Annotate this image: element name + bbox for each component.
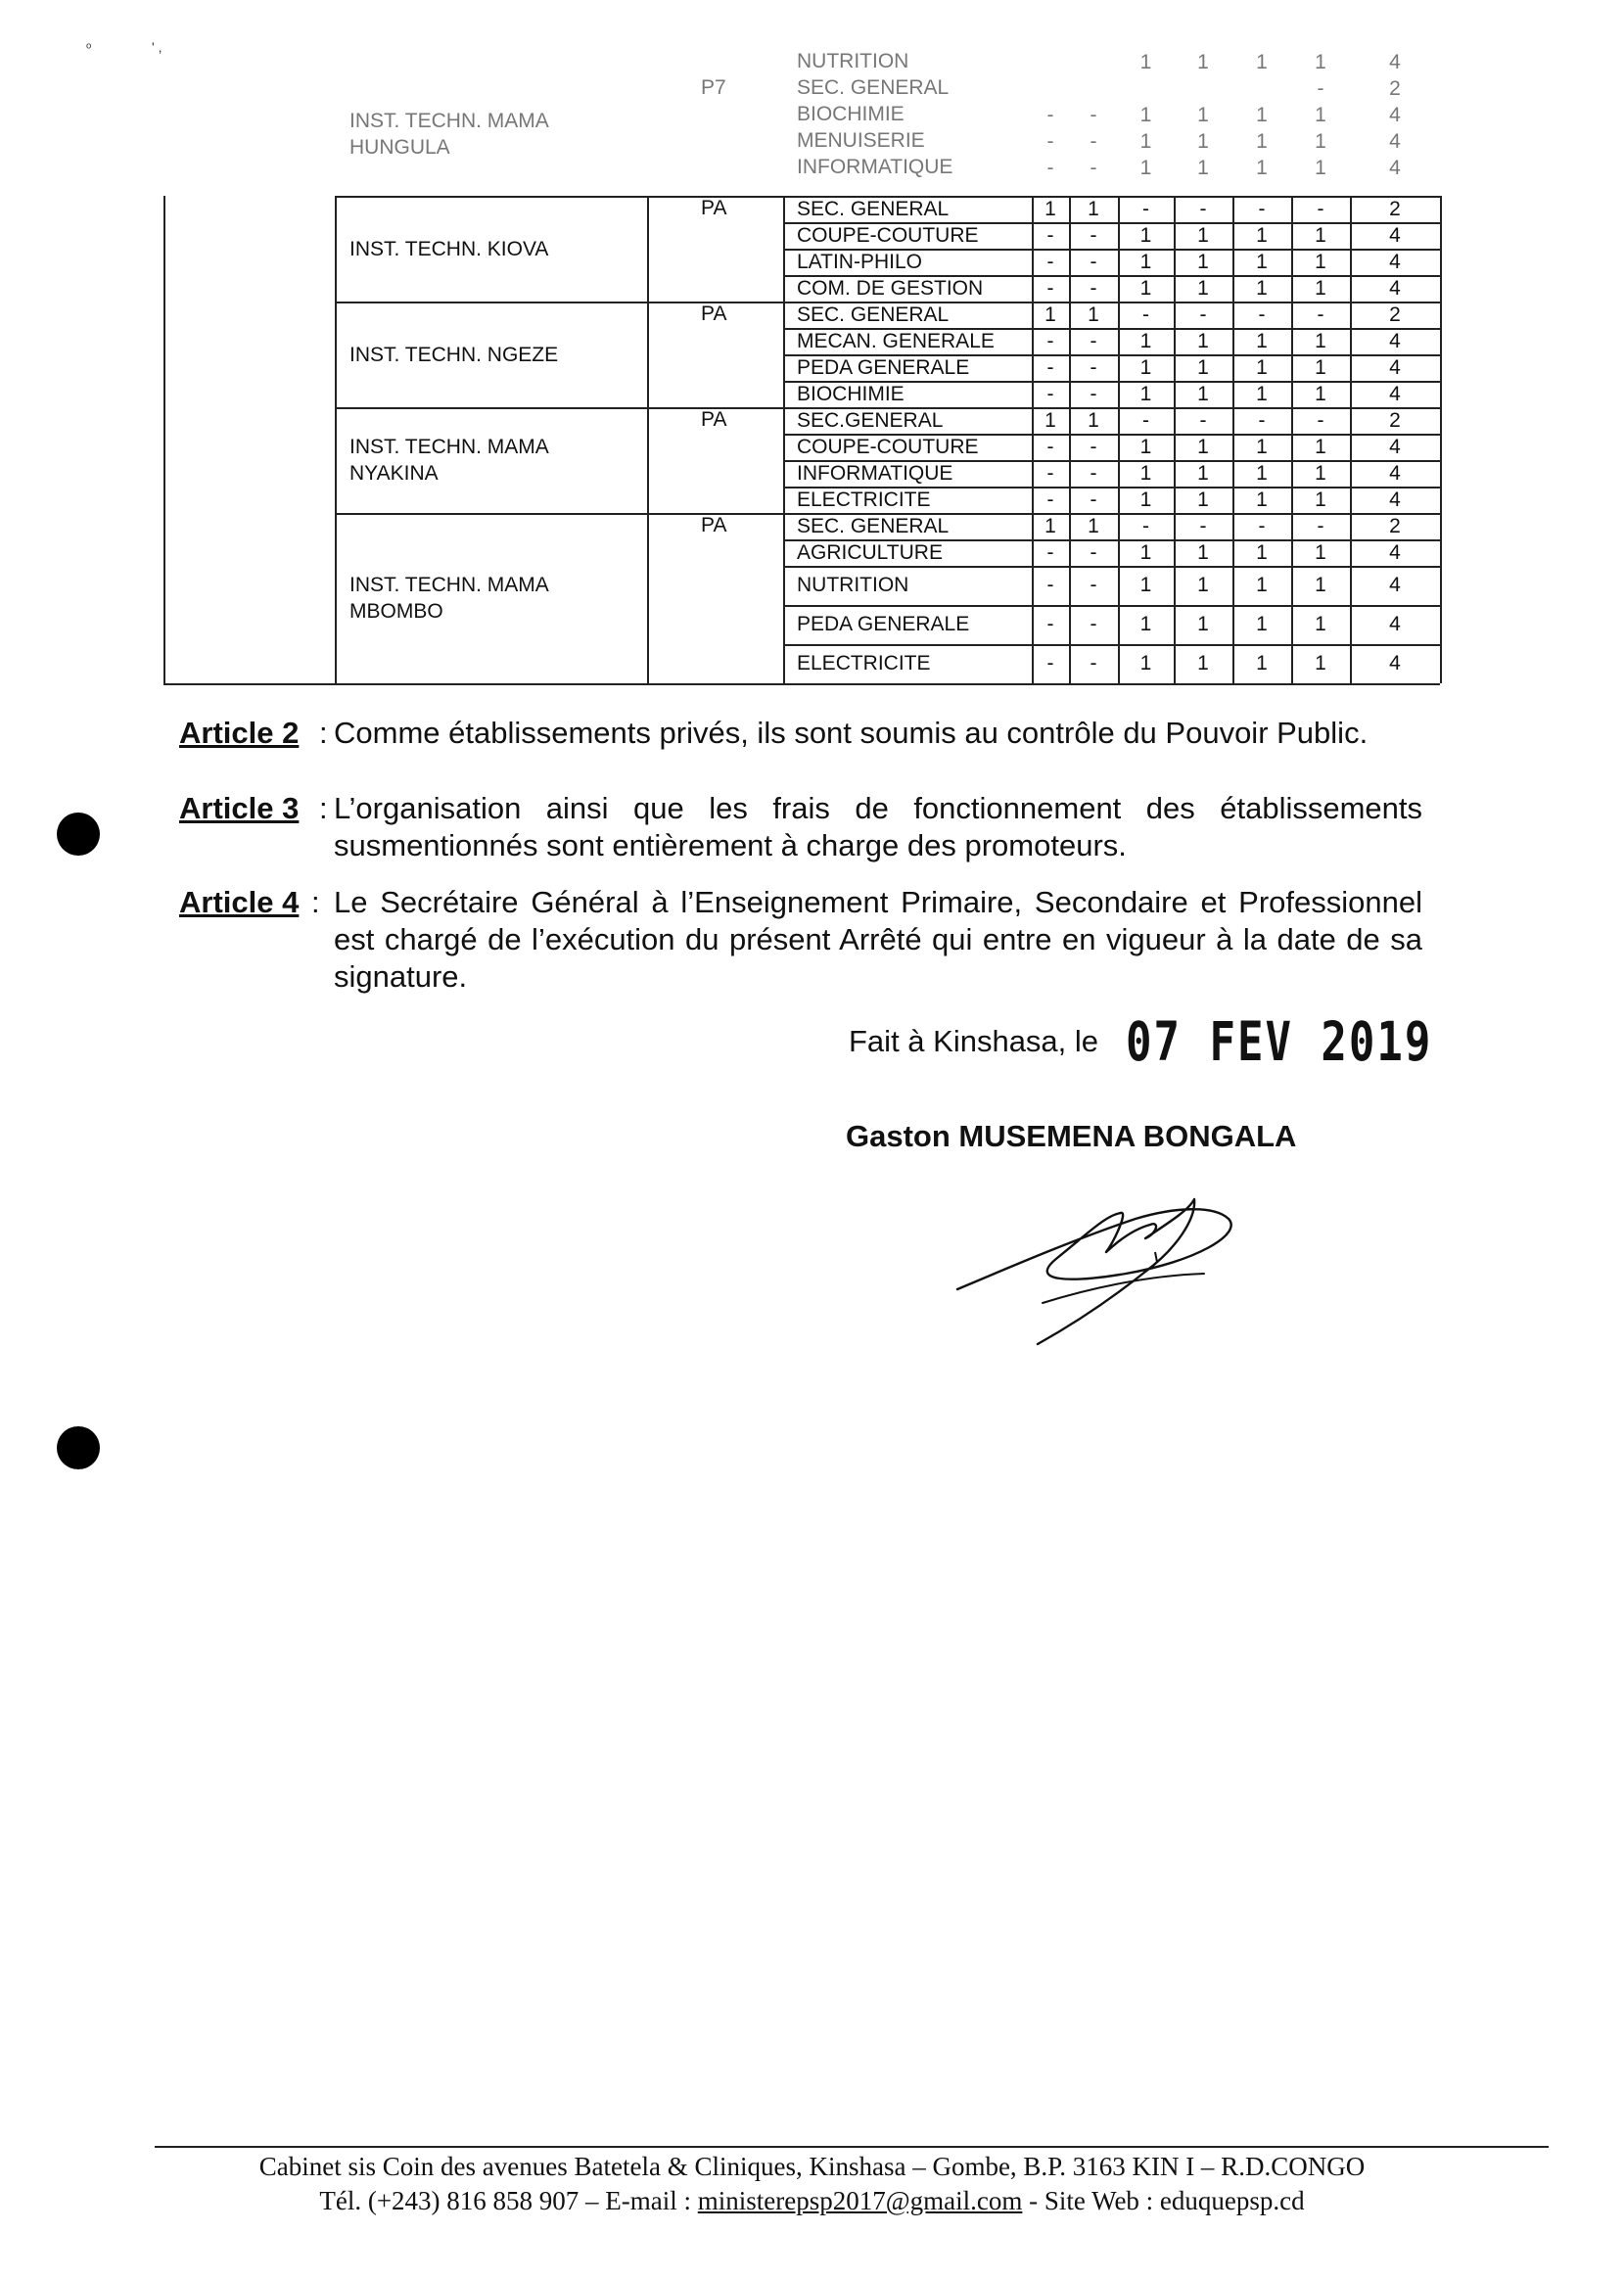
count-cell: 1 <box>1315 276 1326 300</box>
total-cell: 4 <box>1389 129 1401 153</box>
status-cell: PA <box>701 514 727 536</box>
option-cell: MECAN. GENERALE <box>797 329 995 352</box>
count-cell: 1 <box>1197 129 1209 153</box>
option-cell: PEDA GENERALE <box>797 355 970 379</box>
column-line <box>1174 196 1176 683</box>
count-cell: 1 <box>1197 435 1209 458</box>
count-cell: 1 <box>1139 156 1152 179</box>
count-cell: 1 <box>1197 156 1209 179</box>
count-cell: 1 <box>1197 223 1209 247</box>
option-cell: ELECTRICITE <box>797 488 931 511</box>
count-cell: 1 <box>1256 382 1268 405</box>
count-cell: 1 <box>1044 514 1056 537</box>
count-cell: 1 <box>1139 329 1152 352</box>
count-cell: 1 <box>1139 435 1152 458</box>
count-cell: 1 <box>1197 50 1209 73</box>
count-cell: 1 <box>1315 223 1326 247</box>
total-cell: 4 <box>1389 223 1401 247</box>
count-cell: 1 <box>1315 461 1326 485</box>
count-cell: - <box>1317 76 1324 100</box>
status-cell: PA <box>701 302 727 325</box>
option-cell: NUTRITION <box>797 574 909 596</box>
count-cell: - <box>1142 514 1149 537</box>
article-label: Article 3 <box>179 791 300 825</box>
count-cell: - <box>1090 129 1097 153</box>
count-cell: - <box>1046 223 1054 247</box>
count-cell: 1 <box>1256 276 1268 300</box>
option-cell: COM. DE GESTION <box>797 276 984 300</box>
count-cell: 1 <box>1139 276 1152 300</box>
option-cell: NUTRITION <box>797 50 909 72</box>
establishment-name: INST. TECHN. MAMA <box>349 110 549 132</box>
count-cell: 1 <box>1256 250 1268 273</box>
count-cell: 1 <box>1088 514 1099 537</box>
count-cell: 1 <box>1315 50 1326 73</box>
count-cell: - <box>1317 408 1324 432</box>
count-cell: 1 <box>1197 488 1209 511</box>
row-line <box>783 605 1440 607</box>
total-cell: 2 <box>1389 302 1401 326</box>
count-cell: 1 <box>1315 652 1326 674</box>
count-cell: - <box>1046 355 1054 379</box>
total-cell: 4 <box>1389 250 1401 273</box>
footer-phone: Tél. (+243) 816 858 907 – E-mail : <box>319 2186 698 2215</box>
count-cell: - <box>1046 461 1054 485</box>
count-cell: - <box>1090 382 1097 405</box>
total-cell: 2 <box>1389 197 1401 220</box>
count-cell: 1 <box>1139 103 1152 126</box>
count-cell: - <box>1258 197 1266 220</box>
count-cell: - <box>1090 540 1097 564</box>
column-line <box>647 196 649 683</box>
total-cell: 4 <box>1389 461 1401 485</box>
count-cell: 1 <box>1197 613 1209 635</box>
count-cell: 1 <box>1256 355 1268 379</box>
table-bottom-line <box>163 683 1440 685</box>
count-cell: - <box>1090 488 1097 511</box>
total-cell: 4 <box>1389 329 1401 352</box>
count-cell: 1 <box>1197 276 1209 300</box>
article-separator: : <box>319 791 328 825</box>
count-cell: - <box>1090 574 1097 596</box>
count-cell: - <box>1046 156 1054 179</box>
count-cell: 1 <box>1139 355 1152 379</box>
option-cell: PEDA GENERALE <box>797 613 970 635</box>
count-cell: - <box>1317 514 1324 537</box>
count-cell: 1 <box>1315 613 1326 635</box>
count-cell: 1 <box>1044 408 1056 432</box>
count-cell: - <box>1317 302 1324 326</box>
option-cell: SEC. GENERAL <box>797 514 950 537</box>
status-cell: PA <box>701 408 727 431</box>
option-cell: MENUISERIE <box>797 129 925 152</box>
count-cell: 1 <box>1315 103 1326 126</box>
count-cell: 1 <box>1197 461 1209 485</box>
option-cell: COUPE-COUTURE <box>797 435 979 458</box>
count-cell: 1 <box>1139 574 1152 596</box>
count-cell: 1 <box>1256 129 1268 153</box>
count-cell: 1 <box>1315 435 1326 458</box>
column-line <box>335 196 337 683</box>
total-cell: 4 <box>1389 435 1401 458</box>
article-label: Article 4 <box>179 885 300 919</box>
count-cell: 1 <box>1256 329 1268 352</box>
count-cell: - <box>1090 461 1097 485</box>
count-cell: - <box>1258 302 1266 326</box>
total-cell: 4 <box>1389 276 1401 300</box>
total-cell: 4 <box>1389 488 1401 511</box>
count-cell: 1 <box>1197 652 1209 674</box>
count-cell: 1 <box>1088 197 1099 220</box>
count-cell: - <box>1046 652 1054 674</box>
count-cell: 1 <box>1088 302 1099 326</box>
signer-name: Gaston MUSEMENA BONGALA <box>846 1119 1297 1153</box>
column-line <box>1232 196 1234 683</box>
count-cell: - <box>1090 250 1097 273</box>
count-cell: 1 <box>1088 408 1099 432</box>
article-separator: : <box>319 716 328 750</box>
count-cell: - <box>1258 514 1266 537</box>
count-cell: 1 <box>1197 329 1209 352</box>
count-cell: 1 <box>1256 540 1268 564</box>
total-cell: 2 <box>1389 76 1401 100</box>
place-date-label: Fait à Kinshasa, le <box>849 1024 1099 1058</box>
total-cell: 2 <box>1389 514 1401 537</box>
count-cell: 1 <box>1197 250 1209 273</box>
total-cell: 4 <box>1389 574 1401 596</box>
count-cell: - <box>1199 302 1207 326</box>
status-cell: PA <box>701 197 727 219</box>
count-cell: 1 <box>1256 435 1268 458</box>
count-cell: - <box>1046 329 1054 352</box>
count-cell: 1 <box>1315 540 1326 564</box>
count-cell: 1 <box>1256 488 1268 511</box>
footer-divider <box>155 2146 1549 2148</box>
article-text: Le Secrétaire Général à l’Enseignement Primaire, Secondaire et Professionnel est chargé de l’exécution du présent Arrêté qui entre en vigueur à la date de sa signature. <box>334 885 1422 994</box>
column-line <box>1350 196 1352 683</box>
option-cell: INFORMATIQUE <box>797 156 953 178</box>
count-cell: 1 <box>1139 488 1152 511</box>
total-cell: 4 <box>1389 382 1401 405</box>
establishment-name: MBOMBO <box>349 600 443 623</box>
option-cell: SEC.GENERAL <box>797 408 944 432</box>
column-line <box>1032 196 1034 683</box>
total-cell: 4 <box>1389 540 1401 564</box>
total-cell: 2 <box>1389 408 1401 432</box>
column-line <box>1440 196 1442 683</box>
total-cell: 4 <box>1389 613 1401 635</box>
scan-mark: ' , <box>152 39 162 55</box>
count-cell: 1 <box>1139 382 1152 405</box>
count-cell: - <box>1199 514 1207 537</box>
count-cell: 1 <box>1256 461 1268 485</box>
count-cell: 1 <box>1315 156 1326 179</box>
establishment-name: NYAKINA <box>349 462 439 485</box>
scan-mark: ᵒ <box>86 39 92 55</box>
total-cell: 4 <box>1389 355 1401 379</box>
count-cell: - <box>1046 540 1054 564</box>
count-cell: 1 <box>1139 250 1152 273</box>
count-cell: - <box>1142 408 1149 432</box>
count-cell: - <box>1046 382 1054 405</box>
count-cell: 1 <box>1256 103 1268 126</box>
count-cell: 1 <box>1139 129 1152 153</box>
option-cell: BIOCHIMIE <box>797 382 905 405</box>
establishment-name: INST. TECHN. MAMA <box>349 436 549 458</box>
count-cell: 1 <box>1315 488 1326 511</box>
footer-address: Cabinet sis Coin des avenues Batetela & Cliniques, Kinshasa – Gombe, B.P. 3163 KIN I – R.D.CONGO <box>258 2152 1366 2181</box>
count-cell: 1 <box>1256 613 1268 635</box>
column-line <box>783 196 785 683</box>
count-cell: - <box>1046 250 1054 273</box>
count-cell: 1 <box>1139 652 1152 674</box>
footer-website: - Site Web : eduquepsp.cd <box>1022 2186 1305 2215</box>
establishment-name: HUNGULA <box>349 136 450 159</box>
article-label: Article 2 <box>179 716 300 750</box>
count-cell: 1 <box>1256 156 1268 179</box>
count-cell: - <box>1090 613 1097 635</box>
count-cell: 1 <box>1256 50 1268 73</box>
count-cell: 1 <box>1044 197 1056 220</box>
count-cell: 1 <box>1139 540 1152 564</box>
option-cell: LATIN-PHILO <box>797 250 922 273</box>
signature-image <box>950 1180 1263 1356</box>
count-cell: - <box>1090 329 1097 352</box>
count-cell: - <box>1199 197 1207 220</box>
count-cell: - <box>1046 129 1054 153</box>
count-cell: 1 <box>1315 129 1326 153</box>
count-cell: - <box>1090 652 1097 674</box>
count-cell: - <box>1090 435 1097 458</box>
footer-email-link[interactable]: ministerepsp2017@gmail.com <box>697 2186 1023 2215</box>
count-cell: - <box>1090 156 1097 179</box>
count-cell: - <box>1258 408 1266 432</box>
count-cell: 1 <box>1315 250 1326 273</box>
count-cell: 1 <box>1139 613 1152 635</box>
count-cell: - <box>1317 197 1324 220</box>
count-cell: - <box>1090 355 1097 379</box>
establishment-name: INST. TECHN. KIOVA <box>349 238 549 260</box>
total-cell: 4 <box>1389 50 1401 73</box>
count-cell: 1 <box>1315 355 1326 379</box>
column-line <box>163 196 165 683</box>
article-text: Comme établissements privés, ils sont soumis au contrôle du Pouvoir Public. <box>334 716 1369 750</box>
option-cell: INFORMATIQUE <box>797 461 953 485</box>
option-cell: SEC. GENERAL <box>797 197 950 220</box>
count-cell: - <box>1090 276 1097 300</box>
count-cell: - <box>1142 197 1149 220</box>
count-cell: - <box>1046 574 1054 596</box>
count-cell: - <box>1142 302 1149 326</box>
count-cell: - <box>1046 276 1054 300</box>
option-cell: SEC. GENERAL <box>797 76 950 99</box>
count-cell: - <box>1090 223 1097 247</box>
count-cell: 1 <box>1315 574 1326 596</box>
status-cell: P7 <box>701 76 726 99</box>
row-line <box>783 644 1440 646</box>
footer-contact <box>0 2184 1624 2217</box>
count-cell: - <box>1199 408 1207 432</box>
option-cell: ELECTRICITE <box>797 652 931 674</box>
option-cell: BIOCHIMIE <box>797 103 905 125</box>
count-cell: 1 <box>1197 382 1209 405</box>
option-cell: SEC. GENERAL <box>797 302 950 326</box>
count-cell: 1 <box>1315 329 1326 352</box>
count-cell: 1 <box>1139 50 1152 73</box>
count-cell: 1 <box>1139 461 1152 485</box>
row-line <box>783 566 1440 568</box>
count-cell: 1 <box>1315 382 1326 405</box>
total-cell: 4 <box>1389 156 1401 179</box>
count-cell: 1 <box>1256 652 1268 674</box>
establishment-name: INST. TECHN. MAMA <box>349 574 549 596</box>
column-line <box>1069 196 1071 683</box>
option-cell: AGRICULTURE <box>797 540 943 564</box>
column-line <box>1291 196 1293 683</box>
count-cell: 1 <box>1197 574 1209 596</box>
count-cell: 1 <box>1044 302 1056 326</box>
option-cell: COUPE-COUTURE <box>797 223 979 247</box>
count-cell: - <box>1046 488 1054 511</box>
count-cell: - <box>1046 435 1054 458</box>
article-text: L’organisation ainsi que les frais de fonctionnement des établissements susmentionnés sont entièrement à charge des promoteurs. <box>334 791 1422 862</box>
count-cell: - <box>1090 103 1097 126</box>
count-cell: 1 <box>1256 223 1268 247</box>
count-cell: 1 <box>1197 103 1209 126</box>
total-cell: 4 <box>1389 103 1401 126</box>
count-cell: - <box>1046 103 1054 126</box>
count-cell: - <box>1046 613 1054 635</box>
count-cell: 1 <box>1139 223 1152 247</box>
total-cell: 4 <box>1389 652 1401 674</box>
column-line <box>1118 196 1120 683</box>
establishment-name: INST. TECHN. NGEZE <box>349 344 559 366</box>
article-separator: : <box>311 885 320 919</box>
count-cell: 1 <box>1256 574 1268 596</box>
count-cell: 1 <box>1197 355 1209 379</box>
count-cell: 1 <box>1197 540 1209 564</box>
date-stamp: 07 FEV 2019 <box>1126 1011 1433 1074</box>
